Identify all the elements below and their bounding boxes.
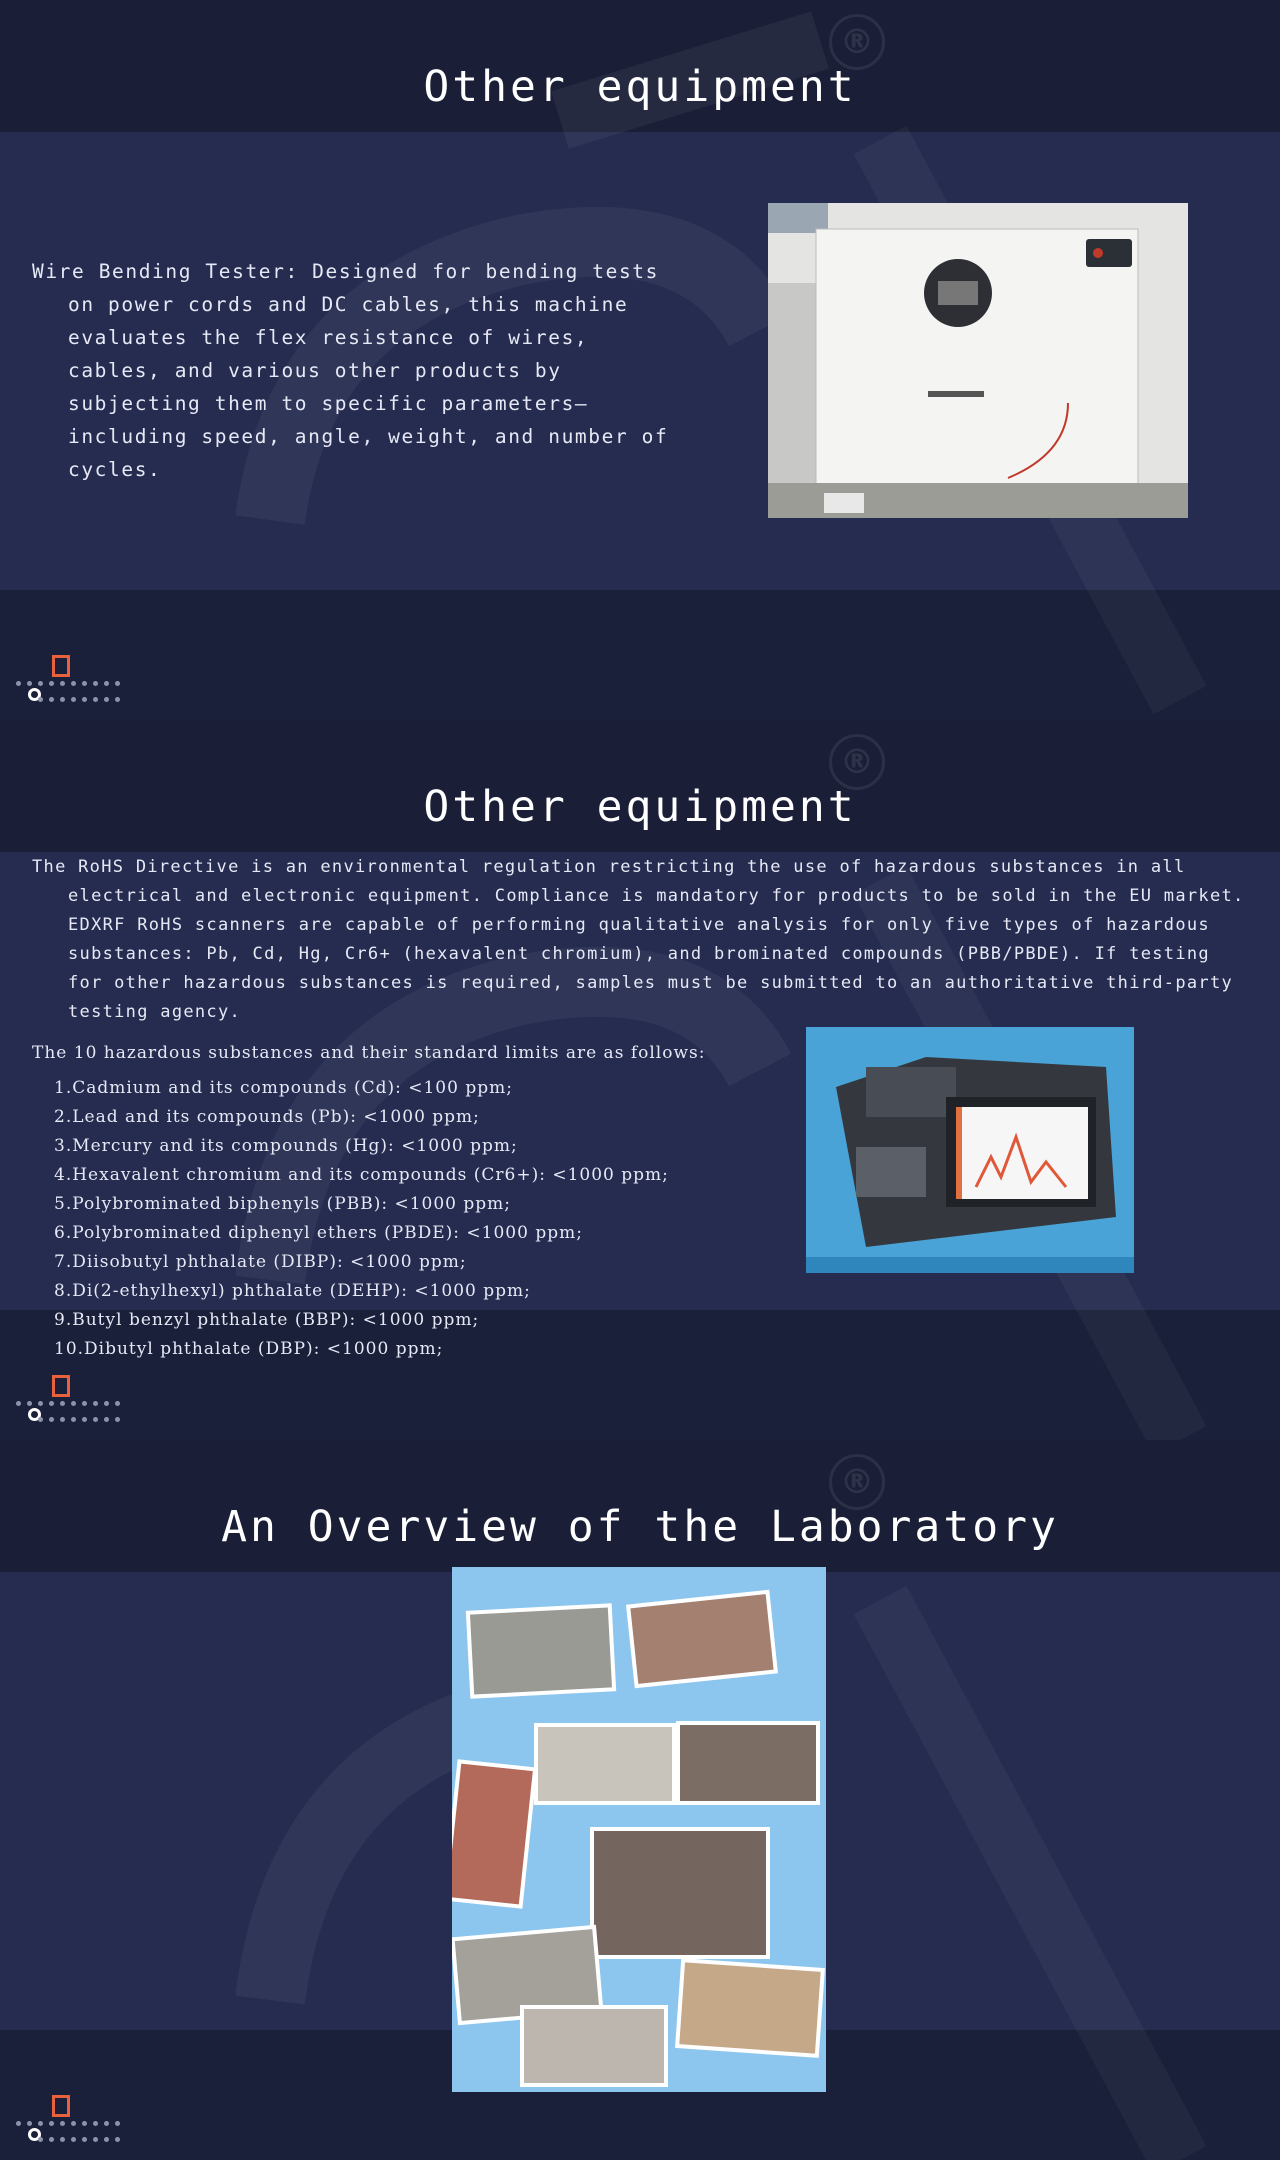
decorative-dot <box>16 681 21 686</box>
decorative-dot <box>93 2137 98 2142</box>
decorative-dot <box>93 1401 98 1406</box>
decorative-dot <box>104 2121 109 2126</box>
section-title: Other equipment <box>423 782 857 832</box>
decorative-dot <box>82 697 87 702</box>
list-item: 5.Polybrominated biphenyls (PBB): <1000 ppm; <box>54 1194 511 1214</box>
decorative-dot <box>115 2137 120 2142</box>
list-intro: The 10 hazardous substances and their standard limits are as follows: <box>32 1043 706 1063</box>
decorative-dot <box>49 697 54 702</box>
decorative-dot <box>82 2137 87 2142</box>
decorative-dot <box>71 2137 76 2142</box>
decorative-dot <box>104 1401 109 1406</box>
decorative-dot <box>115 681 120 686</box>
decorative-dot <box>104 2137 109 2142</box>
section-wire-bending <box>0 0 1280 720</box>
list-item: 3.Mercury and its compounds (Hg): <1000 ppm; <box>54 1136 518 1156</box>
decorative-dot <box>115 1401 120 1406</box>
decorative-dot <box>71 2121 76 2126</box>
list-item: 8.Di(2-ethylhexyl) phthalate (DEHP): <1000 ppm; <box>54 1281 531 1301</box>
rohs-description: The RoHS Directive is an environmental regulation restricting the use of hazardous substances in all electrical and electronic equipment. Compliance is mandatory for products to be sold in the EU market. EDXRF RoHS scanners are capable of performing qualitative analysis for only five types of hazardous substances: Pb, Cd, Hg, Cr6+ (hexavalent chromium), and brominated compounds (PBB/PBDE). If testing for other hazardous substances is required, samples must be submitted to an authoritative third-party testing agency. <box>32 857 1245 1022</box>
decorative-dot <box>16 1401 21 1406</box>
decorative-dots <box>14 1375 134 1435</box>
decorative-dot <box>82 1401 87 1406</box>
decorative-dot <box>115 2121 120 2126</box>
decorative-dot <box>115 1417 120 1422</box>
decorative-dot <box>71 681 76 686</box>
decorative-dot <box>60 697 65 702</box>
registered-mark-watermark: ® <box>829 1454 885 1510</box>
laboratory-collage-photo <box>452 1567 826 2092</box>
list-item: 1.Cadmium and its compounds (Cd): <100 ppm; <box>54 1078 513 1098</box>
decorative-dot <box>60 1417 65 1422</box>
accent-square-icon <box>52 2095 70 2117</box>
decorative-dot <box>27 2121 32 2126</box>
section-laboratory-overview <box>0 1440 1280 2160</box>
decorative-dot <box>38 2137 43 2142</box>
decorative-dot <box>27 1401 32 1406</box>
decorative-dot <box>71 1417 76 1422</box>
decorative-dot <box>104 697 109 702</box>
decorative-dot <box>82 1417 87 1422</box>
accent-square-icon <box>52 1375 70 1397</box>
decorative-dot <box>38 2121 43 2126</box>
decorative-dot <box>60 2121 65 2126</box>
decorative-dot <box>93 681 98 686</box>
decorative-dot <box>71 1401 76 1406</box>
decorative-dot <box>93 1417 98 1422</box>
decorative-dots <box>14 2095 134 2155</box>
accent-square-icon <box>52 655 70 677</box>
decorative-dot <box>93 2121 98 2126</box>
decorative-dot <box>49 2137 54 2142</box>
registered-mark-watermark: ® <box>829 14 885 70</box>
decorative-dot <box>38 1417 43 1422</box>
list-item: 7.Diisobutyl phthalate (DIBP): <1000 ppm; <box>54 1252 467 1272</box>
decorative-dot <box>104 681 109 686</box>
decorative-dot <box>115 697 120 702</box>
decorative-dot <box>49 1401 54 1406</box>
wire-bending-description: Wire Bending Tester: Designed for bending tests on power cords and DC cables, this machine evaluates the flex resistance of wires, cables, and various other products by subjecting them to specific parameters—including speed, angle, weight, and number of cycles. <box>32 260 669 481</box>
decorative-dot <box>38 681 43 686</box>
list-item: 10.Dibutyl phthalate (DBP): <1000 ppm; <box>54 1339 444 1359</box>
decorative-dot <box>27 681 32 686</box>
list-item: 2.Lead and its compounds (Pb): <1000 ppm; <box>54 1107 480 1127</box>
decorative-dot <box>60 2137 65 2142</box>
decorative-dot <box>38 1401 43 1406</box>
edxrf-rohs-scanner-photo <box>806 1027 1134 1273</box>
section-rohs <box>0 720 1280 1440</box>
decorative-dot <box>49 2121 54 2126</box>
hazardous-substances-list <box>32 1074 792 1364</box>
decorative-dot <box>71 697 76 702</box>
decorative-dot <box>16 2121 21 2126</box>
section-title: Other equipment <box>423 62 857 112</box>
decorative-dot <box>49 681 54 686</box>
list-item: 4.Hexavalent chromium and its compounds (Cr6+): <1000 ppm; <box>54 1165 669 1185</box>
decorative-dot <box>104 1417 109 1422</box>
list-item: 6.Polybrominated diphenyl ethers (PBDE): <1000 ppm; <box>54 1223 583 1243</box>
decorative-dot <box>60 681 65 686</box>
decorative-dot <box>82 681 87 686</box>
decorative-dot <box>60 1401 65 1406</box>
decorative-dot <box>38 697 43 702</box>
decorative-dot <box>82 2121 87 2126</box>
registered-mark-watermark: ® <box>829 734 885 790</box>
section-title: An Overview of the Laboratory <box>221 1502 1059 1552</box>
list-item: 9.Butyl benzyl phthalate (BBP): <1000 ppm; <box>54 1310 480 1330</box>
wire-bending-tester-photo <box>768 203 1188 518</box>
decorative-dot <box>49 1417 54 1422</box>
decorative-dots <box>14 655 134 715</box>
decorative-dot <box>93 697 98 702</box>
